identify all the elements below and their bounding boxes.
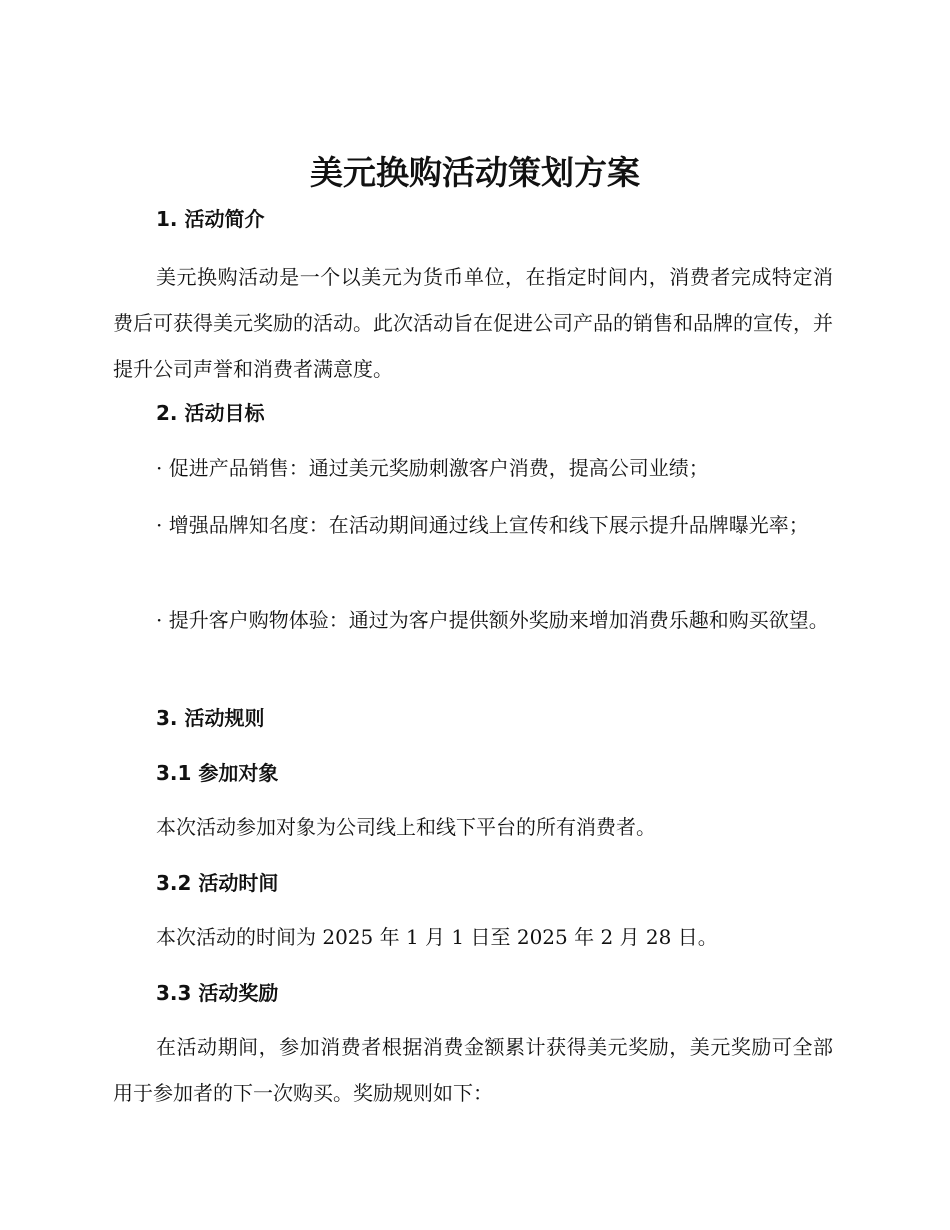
subsection-body-rewards: 在活动期间，参加消费者根据消费金额累计获得美元奖励，美元奖励可全部用于参加者的下一次购买。奖励规则如下： <box>113 1035 833 1105</box>
goal-bullet-sales: · 促进产品销售：通过美元奖励刺激客户消费，提高公司业绩； <box>156 456 709 480</box>
subsection-body-participants: 本次活动参加对象为公司线上和线下平台的所有消费者。 <box>156 815 656 839</box>
subsection-heading-time: 3.2 活动时间 <box>156 871 279 895</box>
subsection-heading-participants: 3.1 参加对象 <box>156 761 279 785</box>
subsection-body-time: 本次活动的时间为 2025 年 1 月 1 日至 2025 年 2 月 28 日。 <box>156 925 718 949</box>
document-title: 美元换购活动策划方案 <box>310 153 640 192</box>
section-body-intro: 美元换购活动是一个以美元为货币单位，在指定时间内，消费者完成特定消费后可获得美元奖励的活动。此次活动旨在促进公司产品的销售和品牌的宣传，并提升公司声誉和消费者满意度。 <box>113 265 833 381</box>
goal-bullet-experience: · 提升客户购物体验：通过为客户提供额外奖励来增加消费乐趣和购买欲望。 <box>156 608 829 632</box>
goal-bullet-brand: · 增强品牌知名度：在活动期间通过线上宣传和线下展示提升品牌曝光率； <box>156 513 809 537</box>
section-heading-rules: 3. 活动规则 <box>156 706 265 730</box>
section-heading-goals: 2. 活动目标 <box>156 401 265 425</box>
section-heading-intro: 1. 活动简介 <box>156 207 265 231</box>
subsection-heading-rewards: 3.3 活动奖励 <box>156 981 279 1005</box>
